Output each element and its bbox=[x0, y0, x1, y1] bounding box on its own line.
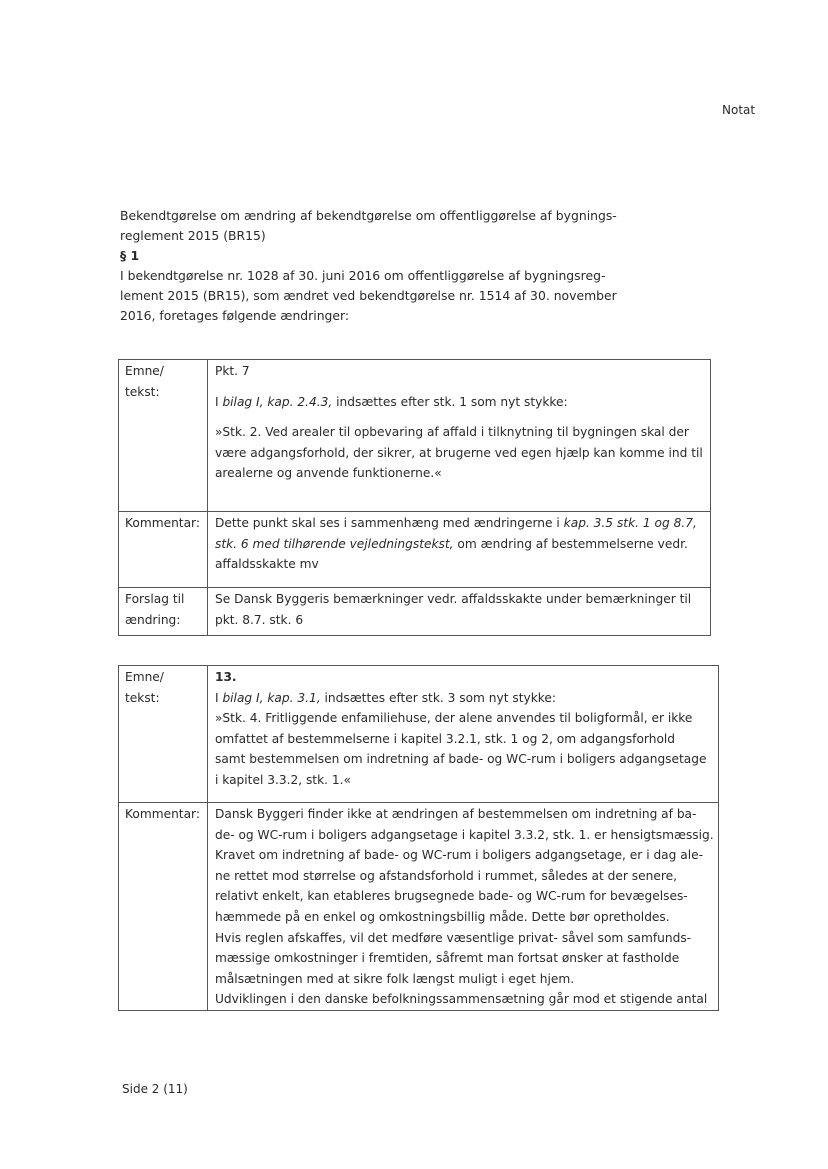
topic-label: Emne/ tekst: bbox=[125, 670, 164, 705]
topic-text-cell bbox=[207, 666, 718, 803]
comment-line-8: mæssige omkostninger i fremtiden, såfremt man fortsat ønsker at fastholde bbox=[214, 951, 680, 966]
proposal-label-line-2: ændring: bbox=[125, 612, 181, 627]
comment-line-10: Udviklingen i den danske befolkningssammensætning går mod et stigende antal bbox=[214, 992, 708, 1007]
section-heading: § 1 bbox=[120, 248, 140, 263]
comment-line-4: ne rettet mod størrelse og afstandsforhold i rummet, således at der senere, bbox=[214, 868, 677, 883]
topic-label-cell bbox=[119, 360, 208, 512]
intro-body-line-1: I bekendtgørelse nr. 1028 af 30. juni 2016 om offentliggørelse af bygningsreg- bbox=[120, 268, 606, 283]
table-row bbox=[119, 803, 719, 1011]
intro-title-line-2: reglement 2015 (BR15) bbox=[120, 228, 266, 243]
comment-table-2 bbox=[118, 665, 719, 1011]
comment-line-3: affaldsskakte mv bbox=[214, 557, 319, 572]
intro-title-line-1: Bekendtgørelse om ændring af bekendtgørelse om offentliggørelse af bygnings- bbox=[120, 208, 617, 223]
comment-label: Kommentar: bbox=[125, 516, 200, 530]
quote-line-2: være adgangsforhold, der sikrer, at brugerne ved egen hjælp kan komme ind til bbox=[214, 445, 703, 460]
proposal-label-cell bbox=[119, 588, 208, 636]
proposal-line-2: pkt. 8.7. stk. 6 bbox=[214, 612, 304, 627]
quote-line-3: arealerne og anvende funktionerne.« bbox=[214, 466, 442, 481]
intro-body-line-2: lement 2015 (BR15), som ændret ved bekendtgørelse nr. 1514 af 30. november bbox=[120, 288, 617, 303]
proposal-label-line-1: Forslag til bbox=[125, 592, 185, 606]
topic-label: Emne/ tekst: bbox=[125, 364, 164, 399]
reference-italic: bilag I, kap. 2.4.3, bbox=[222, 394, 333, 409]
table-row bbox=[119, 512, 711, 588]
quote-line-1: »Stk. 4. Fritliggende enfamiliehuse, der alene anvendes til boligformål, er ikke bbox=[214, 711, 693, 726]
comment-line-2: de- og WC-rum i boligers adgangsetage i kapitel 3.3.2, stk. 1. er hensigtsmæssig. bbox=[214, 827, 714, 842]
comment-line-7: Hvis reglen afskaffes, vil det medføre væsentlige privat- såvel som samfunds- bbox=[214, 930, 692, 945]
comment-line-1: Dette punkt skal ses i sammenhæng med ændringerne i kap. 3.5 stk. 1 og 8.7, bbox=[214, 516, 697, 530]
intro-body-line-3: 2016, foretages følgende ændringer: bbox=[120, 308, 350, 323]
page-number: Side 2 (11) bbox=[122, 1082, 188, 1096]
proposal-text-cell bbox=[207, 588, 710, 636]
comment-line-9: målsætningen med at sikre folk længst muligt i eget hjem. bbox=[214, 971, 575, 986]
quote-line-2: omfattet af bestemmelserne i kapitel 3.2.1, stk. 1 og 2, om adgangsforhold bbox=[214, 731, 676, 746]
comment-line-3: Kravet om indretning af bade- og WC-rum i boligers adgangsetage, er i dag ale- bbox=[214, 848, 704, 863]
comment-table-1 bbox=[118, 359, 711, 636]
topic-text-cell bbox=[207, 360, 710, 512]
comment-line-6: hæmmede på en enkel og omkostningsbillig måde. Dette bør opretholdes. bbox=[214, 909, 670, 924]
comment-label-cell bbox=[119, 803, 208, 1011]
comment-line-2: stk. 6 med tilhørende vejledningstekst, om ændring af bestemmelserne vedr. bbox=[214, 536, 688, 551]
table-row bbox=[119, 666, 719, 803]
proposal-line-1: Se Dansk Byggeris bemærkninger vedr. affaldsskakte under bemærkninger til bbox=[214, 592, 692, 606]
comment-text-cell bbox=[207, 512, 710, 588]
quote-line-3: samt bestemmelsen om indretning af bade- og WC-rum i boligers adgangsetage bbox=[214, 752, 707, 767]
intro-section bbox=[120, 206, 620, 326]
quote-line-4: i kapitel 3.3.2, stk. 1.« bbox=[214, 772, 351, 787]
table-row bbox=[119, 588, 711, 636]
table-row bbox=[119, 360, 711, 512]
point-number: 13. bbox=[214, 670, 237, 684]
topic-label-cell bbox=[119, 666, 208, 803]
point-number: Pkt. 7 bbox=[214, 364, 250, 378]
comment-text-cell bbox=[207, 803, 718, 1011]
header-label: Notat bbox=[722, 103, 756, 117]
reference-line: I bilag I, kap. 3.1, indsættes efter stk. 3 som nyt stykke: bbox=[214, 690, 557, 705]
comment-label: Kommentar: bbox=[125, 807, 200, 821]
reference-italic: bilag I, kap. 3.1, bbox=[222, 690, 321, 705]
comment-line-5: relativt enkelt, kan etableres brugsegnede bade- og WC-rum for bevægelses- bbox=[214, 889, 688, 904]
quote-line-1: »Stk. 2. Ved arealer til opbevaring af affald i tilknytning til bygningen skal der bbox=[214, 425, 689, 440]
comment-line-1: Dansk Byggeri finder ikke at ændringen af bestemmelsen om indretning af ba- bbox=[214, 807, 697, 821]
reference-line: I bilag I, kap. 2.4.3, indsættes efter stk. 1 som nyt stykke: bbox=[214, 394, 568, 409]
comment-label-cell bbox=[119, 512, 208, 588]
